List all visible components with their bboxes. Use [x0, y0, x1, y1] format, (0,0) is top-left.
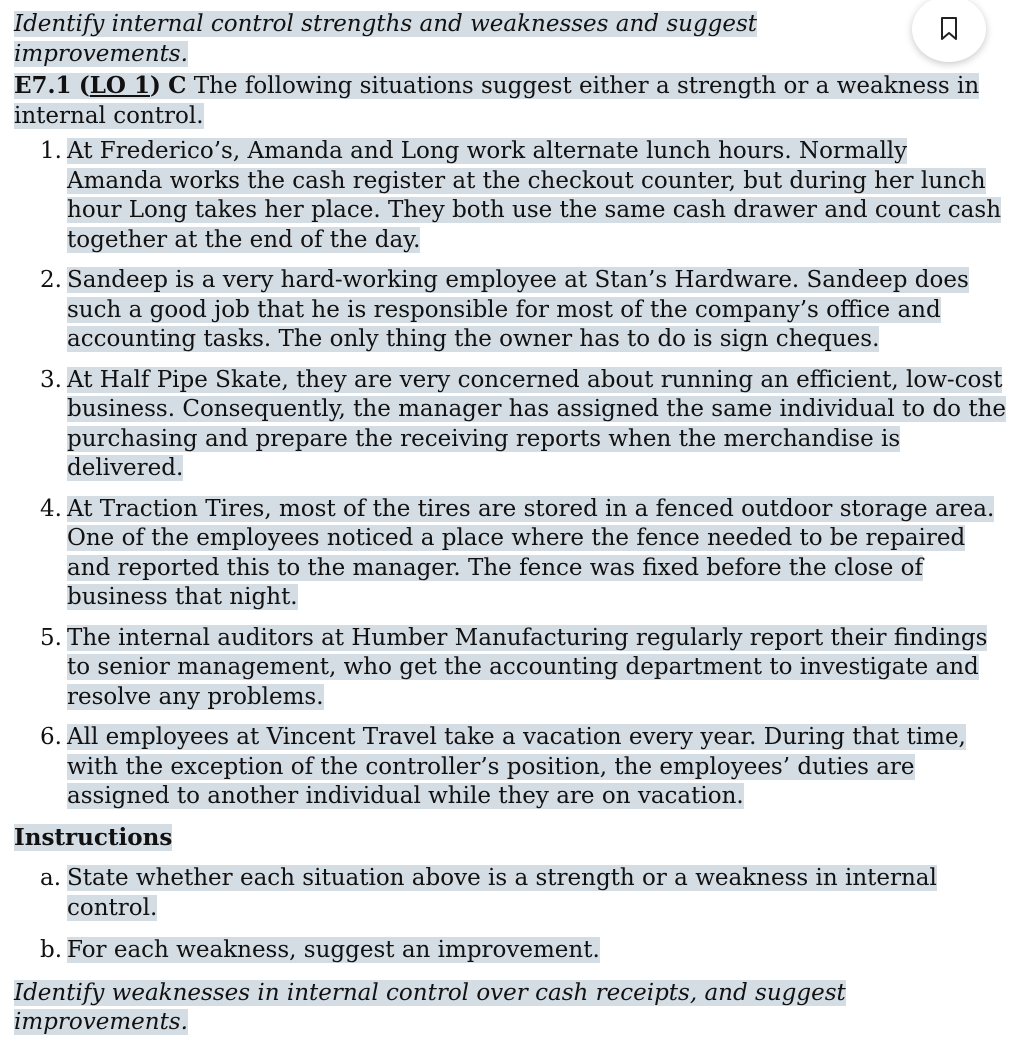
- list-item: [14, 137, 1009, 255]
- list-item: [14, 864, 1009, 923]
- learning-objective-link[interactable]: LO 1: [89, 72, 150, 99]
- exercise-header: E7.1 (LO 1) C The following situations suggest either a strength or a weakness in internal control.: [14, 72, 980, 129]
- bookmark-icon: [939, 16, 959, 42]
- item-letter: a.: [40, 865, 62, 891]
- list-item: [14, 495, 1009, 613]
- item-text: All employees at Vincent Travel take a vacation every year. During that time, with the exception of the controller’s position, the employees’ duties are assigned to another individual while they are on vacation.: [67, 724, 966, 809]
- item-number: 6.: [40, 724, 62, 750]
- item-number: 2.: [40, 267, 62, 293]
- item-text: State whether each situation above is a strength or a weakness in internal control.: [67, 865, 937, 921]
- list-item: [14, 723, 1009, 812]
- exercise-intro: The following situations suggest either a strength or a weakness in internal control.: [14, 73, 980, 129]
- exercise-number: E7.1: [14, 72, 72, 99]
- situations-list: [14, 137, 1009, 812]
- item-text: At Traction Tires, most of the tires are stored in a fenced outdoor storage area. One of the employees noticed a place where the fence needed to be repaired and reported this to the manager. The fence was fixed before the close of business that night.: [67, 495, 995, 610]
- item-text: For each weakness, suggest an improvement.: [67, 937, 600, 963]
- item-letter: b.: [40, 937, 63, 963]
- instructions-list: [14, 864, 1009, 966]
- item-number: 4.: [40, 495, 62, 522]
- learning-objective: Identify internal control strengths and weaknesses and suggest improvements.: [14, 11, 758, 67]
- item-number: 5.: [40, 624, 62, 651]
- list-item: [14, 266, 1009, 355]
- document-content: [14, 10, 1009, 1038]
- item-number: 1.: [40, 138, 62, 164]
- item-number: 3.: [40, 366, 62, 393]
- list-item: [14, 366, 1009, 484]
- instructions-title: Instructions: [14, 823, 173, 851]
- item-text: Sandeep is a very hard-working employee at Stan’s Hardware. Sandeep does such a good job that he is responsible for most of the company’s office and accounting tasks. The only thing the owner has to do is sign cheques.: [67, 267, 969, 352]
- difficulty-level: C: [168, 72, 187, 99]
- list-item: [14, 936, 1009, 966]
- item-text: At Half Pipe Skate, they are very concerned about running an efficient, low-cost business. Consequently, the manager has assigned the same individual to do the purchasing and prepare the receiving reports when the merchandise is delivered.: [67, 366, 1006, 481]
- item-text: The internal auditors at Humber Manufacturing regularly report their findings to senior management, who get the accounting department to investigate and resolve any problems.: [67, 624, 988, 710]
- list-item: [14, 624, 1009, 713]
- next-learning-objective: Identify weaknesses in internal control over cash receipts, and suggest improvements.: [14, 979, 846, 1035]
- item-text: At Frederico’s, Amanda and Long work alternate lunch hours. Normally Amanda works the cash register at the checkout counter, but during her lunch hour Long takes her place. They both use the same cash drawer and count cash together at the end of the day.: [67, 138, 1002, 253]
